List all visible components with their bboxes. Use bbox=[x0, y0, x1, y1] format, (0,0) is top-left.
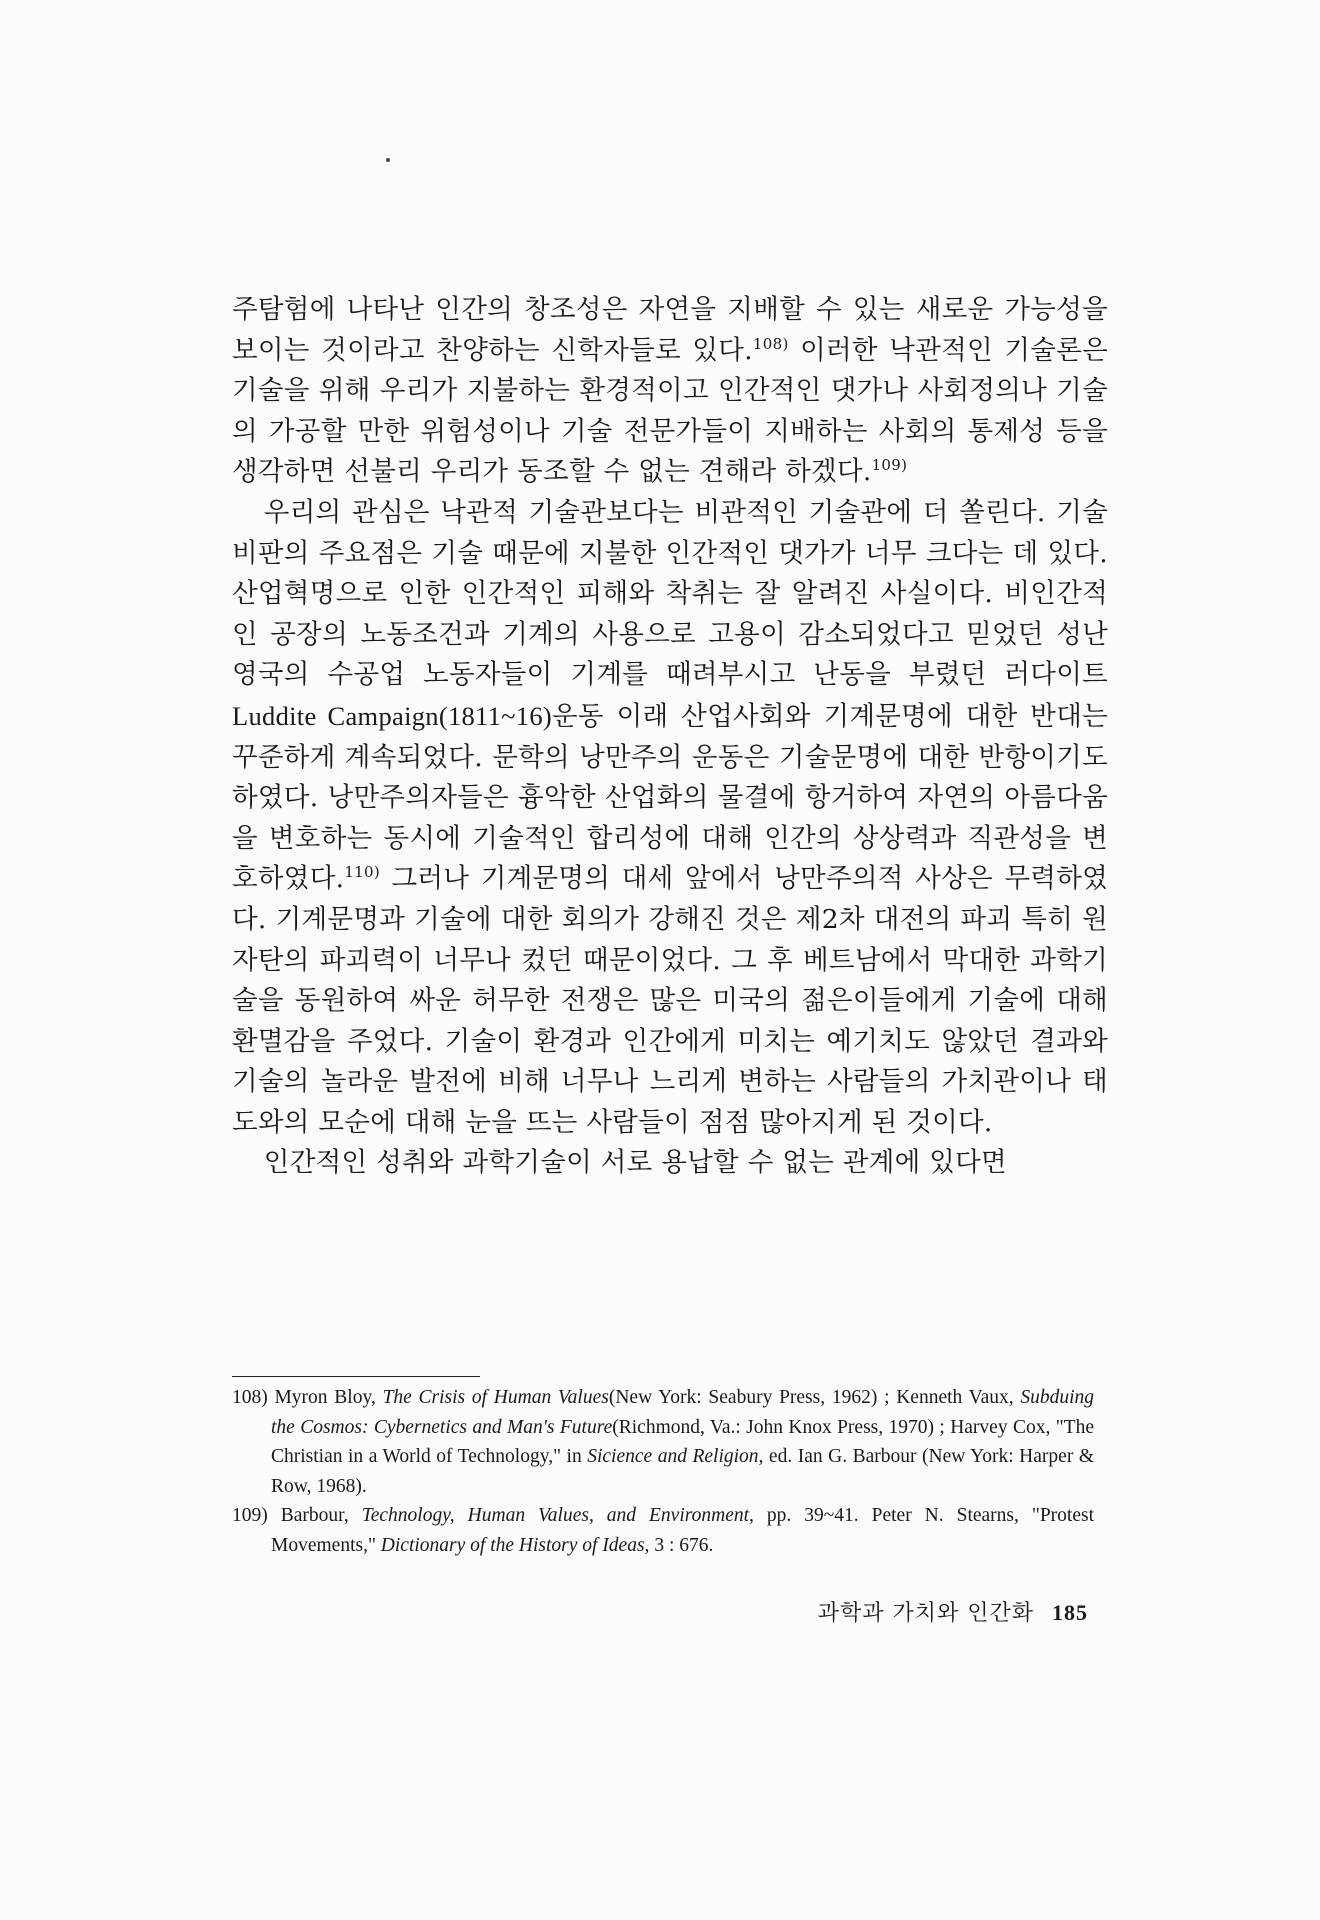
text-run: 3 : 676. bbox=[649, 1534, 714, 1556]
footnote-reference: 109) bbox=[871, 456, 908, 475]
footnote-reference: 108) bbox=[752, 334, 789, 353]
footnote-rule bbox=[232, 1376, 480, 1377]
italic-title: Subduing the Cosmos: Cybernetics and Man's Future bbox=[271, 1387, 1095, 1438]
footnote bbox=[232, 1501, 1094, 1560]
italic-title: Technology, Human Values, and Environment, bbox=[361, 1505, 754, 1526]
latin-term: Luddite Campaign(1811~16) bbox=[232, 700, 553, 731]
running-footer-title: 과학과 가치와 인간화 bbox=[817, 1601, 1034, 1626]
paragraph bbox=[232, 1143, 1108, 1184]
text-run: (Richmond, Va.: John Knox Press, 1970) ; Harvey Cox, "The Christian in a World of Technology," in bbox=[271, 1416, 1094, 1467]
italic-title: The Crisis of Human Values bbox=[382, 1387, 609, 1408]
print-speck bbox=[386, 158, 390, 162]
paragraph bbox=[232, 493, 1108, 1144]
text-run: 우리의 관심은 낙관적 기술관보다는 비관적인 기술관에 더 쏠린다. 기술 비판의 주요점은 기술 때문에 지불한 인간적인 댓가가 너무 크다는 데 있다. 산업혁명으로 인한 인간적인 피해와 착취는 잘 알려진 사실이다. 비인간적인 공장의 노동조건과 기계의 사용으로 고용이 감소되었다고 믿었던 성난 영국의 수공업 노동자들이 기계를 때려부시고 난동을 부렸던 러다이트 bbox=[232, 496, 1108, 691]
text-run: 109) Barbour, bbox=[232, 1505, 362, 1526]
italic-title: Dictionary of the History of Ideas, bbox=[380, 1534, 650, 1556]
running-footer bbox=[818, 1596, 1088, 1627]
body-text bbox=[232, 290, 1108, 1184]
text-run: pp. 39~41. Peter N. Stearns, "Protest Movements," bbox=[271, 1505, 1094, 1556]
text-run: (New York: Seabury Press, 1962) ; Kenneth Vaux, bbox=[608, 1387, 1021, 1408]
text-run: 그러나 기계문명의 대세 앞에서 낭만주의적 사상은 무력하였다. 기계문명과 기술에 대한 회의가 강해진 것은 제2차 대전의 파괴 특히 원자탄의 파괴력이 너무나 컸던 때문이었다. 그 후 베트남에서 막대한 과학기술을 동원하여 싸운 허무한 전쟁은 많은 미국의 젊은이들에게 기술에 대해 환멸감을 주었다. 기술이 환경과 인간에게 미치는 예기치도 않았던 결과와 기술의 놀라운 발전에 비해 너무나 느리게 변하는 사람들의 가치관이나 태도와의 모순에 대해 눈을 뜨는 사람들이 점점 많아지게 된 것이다. bbox=[232, 863, 1108, 1138]
page-number: 185 bbox=[1052, 1600, 1088, 1625]
text-run: 인간적인 성취와 과학기술이 서로 용납할 수 없는 관계에 있다면 bbox=[263, 1147, 1007, 1179]
text-run: ed. Ian G. Barbour (New York: Harper & Row, 1968). bbox=[271, 1446, 1094, 1497]
text-run: 108) Myron Bloy, bbox=[232, 1387, 383, 1408]
footnote bbox=[232, 1383, 1094, 1501]
text-run: 이러한 낙관적인 기술론은 기술을 위해 우리가 지불하는 환경적이고 인간적인 댓가나 사회정의나 기술의 가공할 만한 위험성이나 기술 전문가들이 지배하는 사회의 통제성 등을 생각하면 선불리 우리가 동조할 수 없는 견해라 하겠다. bbox=[232, 334, 1108, 488]
footnote-reference: 110) bbox=[344, 863, 381, 882]
italic-title: Sicience and Religion, bbox=[587, 1446, 764, 1467]
text-run: 운동 이래 산업사회와 기계문명에 대한 반대는 꾸준하게 계속되었다. 문학의 낭만주의 운동은 기술문명에 대한 반항이기도 하였다. 낭만주의자들은 흉악한 산업화의 물결에 항거하여 자연의 아름다움을 변호하는 동시에 기술적인 합리성에 대해 인간의 상상력과 직관성을 변호하였다. bbox=[232, 700, 1108, 895]
footnotes bbox=[232, 1383, 1094, 1560]
text-run: 주탐험에 나타난 인간의 창조성은 자연을 지배할 수 있는 새로운 가능성을 보이는 것이라고 찬양하는 신학자들로 있다. bbox=[232, 294, 1108, 366]
paragraph bbox=[232, 290, 1108, 493]
